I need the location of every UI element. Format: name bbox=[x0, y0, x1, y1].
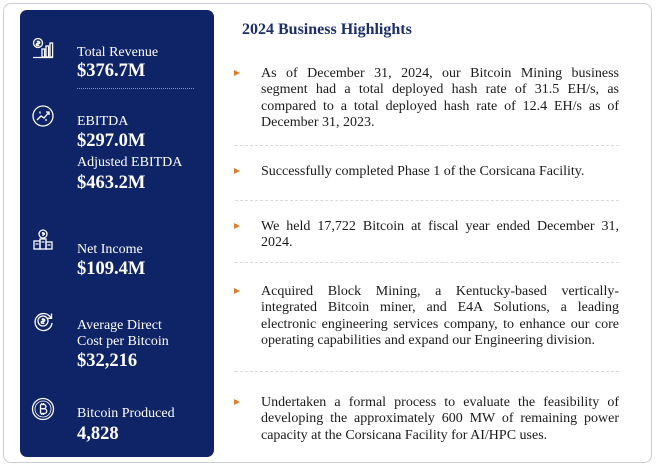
adjusted-ebitda-value: $463.2M bbox=[77, 173, 146, 193]
total-revenue-value: $376.7M bbox=[77, 61, 146, 81]
bullet-arrow-icon bbox=[234, 288, 240, 294]
bullet-arrow-icon bbox=[234, 168, 240, 174]
bullet-arrow-icon bbox=[234, 223, 240, 229]
avg-cost-label-line1: Average Direct bbox=[77, 318, 162, 333]
ebitda-label: EBITDA bbox=[77, 114, 129, 129]
bullet-arrow-icon bbox=[234, 399, 240, 405]
avg-cost-value: $32,216 bbox=[77, 351, 138, 371]
highlight-text: Successfully completed Phase 1 of the Corsicana Facility. bbox=[261, 164, 585, 179]
section-divider bbox=[235, 145, 619, 146]
highlight-text: Acquired Block Mining, a Kentucky-based vertically-integrated Bitcoin miner, and E4A Solutions, a leading electronic engineering services company, to enhance our core operating capabilities and expand our Engineering division. bbox=[261, 284, 619, 349]
metric-divider bbox=[77, 88, 194, 89]
ebitda-value: $297.0M bbox=[77, 131, 146, 151]
bullet-arrow-icon bbox=[234, 70, 240, 76]
adjusted-ebitda-label: Adjusted EBITDA bbox=[77, 155, 183, 170]
net-income-value: $109.4M bbox=[77, 259, 146, 279]
net-income-coins-icon bbox=[31, 228, 55, 252]
highlight-text: As of December 31, 2024, our Bitcoin Mining business segment had a total deployed hash rate of 31.5 EH/s, as compared to a total deployed hash rate of 12.4 EH/s as of December 31, 2023. bbox=[261, 66, 619, 131]
avg-cost-label-line2: Cost per Bitcoin bbox=[77, 334, 169, 349]
net-income-label: Net Income bbox=[77, 242, 143, 257]
cost-cycle-icon bbox=[31, 309, 55, 333]
section-divider bbox=[235, 200, 619, 201]
bitcoin-icon bbox=[31, 397, 55, 421]
highlights-title: 2024 Business Highlights bbox=[242, 21, 412, 38]
section-divider bbox=[235, 371, 619, 372]
bitcoin-produced-value: 4,828 bbox=[77, 424, 119, 444]
section-divider bbox=[235, 262, 619, 263]
bitcoin-produced-label: Bitcoin Produced bbox=[77, 406, 175, 421]
highlight-text: We held 17,722 Bitcoin at fiscal year ended December 31, 2024. bbox=[261, 219, 619, 251]
ebitda-growth-icon bbox=[31, 104, 55, 128]
metrics-panel bbox=[20, 10, 214, 457]
highlight-text: Undertaken a formal process to evaluate the feasibility of developing the approximately 600 MW of remaining power capacity at the Corsicana Facility for AI/HPC uses. bbox=[261, 395, 619, 443]
total-revenue-label: Total Revenue bbox=[77, 45, 159, 60]
revenue-chart-icon bbox=[31, 36, 55, 60]
